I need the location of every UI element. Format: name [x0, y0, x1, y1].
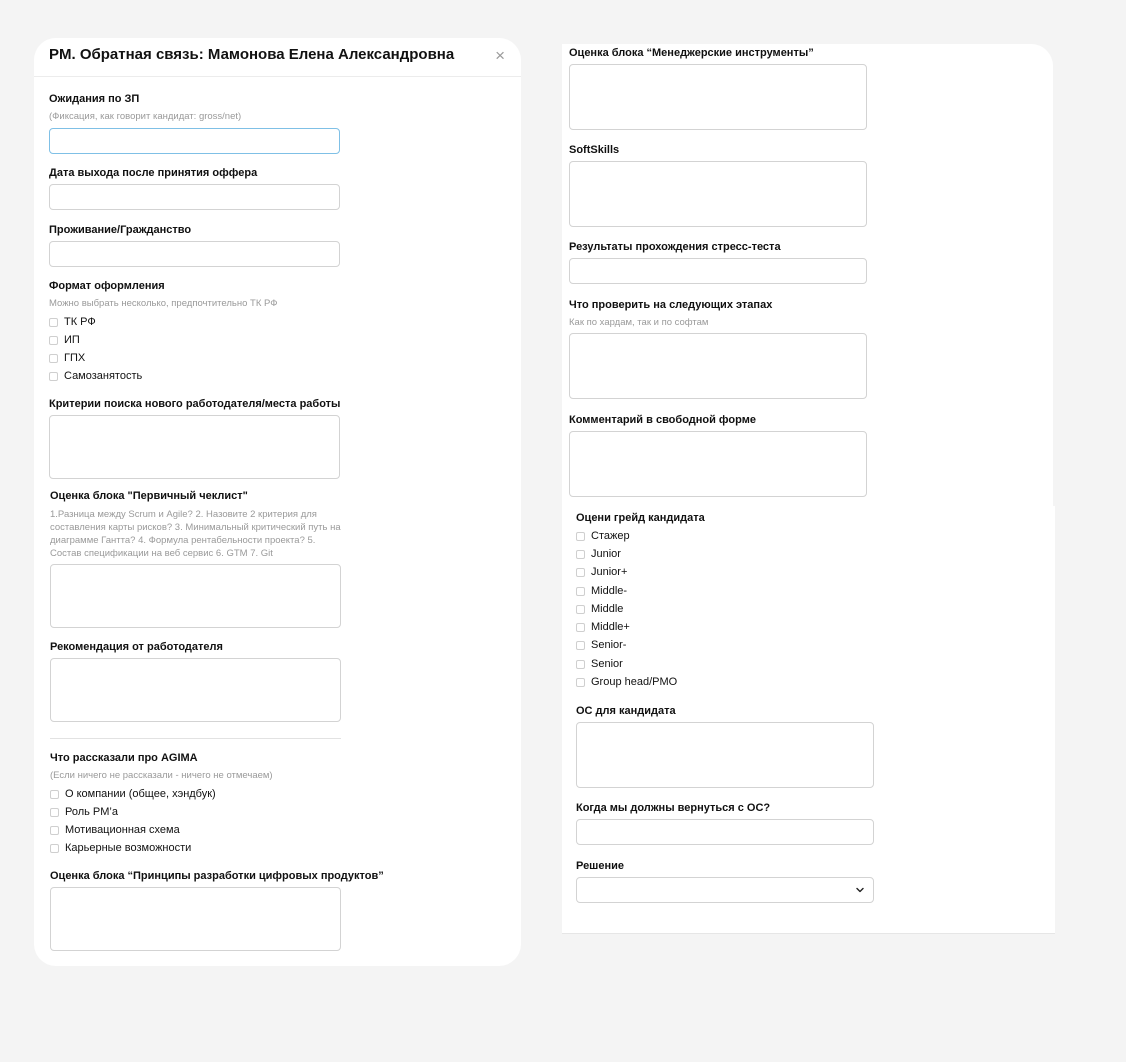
checkbox-label: Senior [591, 658, 623, 670]
close-icon[interactable]: × [495, 46, 505, 65]
primary-checklist-hint [50, 508, 350, 560]
checkbox-label: Junior [591, 548, 621, 560]
checkbox-option-middle-plus[interactable] [576, 621, 630, 633]
checkbox-option-gph[interactable] [49, 352, 85, 364]
checkbox-option-junior-plus[interactable] [576, 566, 627, 578]
free-comment-textarea[interactable] [569, 431, 867, 497]
employment-format-label: Формат оформления [49, 280, 165, 292]
checkbox-label: Senior- [591, 639, 627, 651]
checkbox-label: ТК РФ [64, 316, 96, 328]
checkbox-label: Карьерные возможности [65, 842, 192, 854]
checkbox-label: Junior+ [591, 566, 628, 578]
softskills-label: SoftSkills [569, 144, 620, 156]
checkbox-icon[interactable] [576, 532, 585, 541]
checkbox-icon[interactable] [576, 587, 585, 596]
next-steps-label: Что проверить на следующих этапах [569, 299, 773, 311]
checkbox-icon[interactable] [50, 826, 59, 835]
checkbox-icon[interactable] [50, 844, 59, 853]
section-divider [50, 738, 341, 739]
chevron-down-icon[interactable] [855, 885, 865, 895]
digital-principles-label: Оценка блока “Принципы разработки цифровых продуктов” [50, 870, 384, 882]
checkbox-option-career[interactable] [50, 842, 191, 854]
residence-label: Проживание/Гражданство [49, 224, 192, 236]
checkbox-icon[interactable] [576, 605, 585, 614]
primary-checklist-label: Оценка блока "Первичный чеклист" [50, 490, 248, 502]
checkbox-label: Стажер [591, 530, 630, 542]
checkbox-option-pm-role[interactable] [50, 806, 118, 818]
manager-tools-label: Оценка блока “Менеджерские инструменты” [569, 47, 814, 59]
return-date-input[interactable] [576, 819, 874, 845]
free-comment-label: Комментарий в свободной форме [569, 414, 756, 426]
checkbox-icon[interactable] [49, 318, 58, 327]
hint-line: составления карты рисков? 3. Минимальный критический путь на [50, 522, 341, 533]
start-date-label: Дата выхода после принятия оффера [49, 167, 258, 179]
digital-principles-textarea[interactable] [50, 887, 341, 951]
checkbox-option-junior[interactable] [576, 548, 621, 560]
hint-line: Состав спецификации на веб сервис 6. GTM 7. Git [50, 548, 273, 559]
salary-input[interactable] [49, 128, 340, 154]
checkbox-icon[interactable] [576, 550, 585, 559]
checkbox-icon[interactable] [50, 790, 59, 799]
hint-line: диаграмме Гантта? 4. Формула рентабельности проекта? 5. [50, 535, 316, 546]
checkbox-icon[interactable] [576, 660, 585, 669]
checkbox-icon[interactable] [576, 641, 585, 650]
checkbox-icon[interactable] [49, 372, 58, 381]
checkbox-option-about-company[interactable] [50, 788, 216, 800]
search-criteria-textarea[interactable] [49, 415, 340, 479]
checkbox-option-senior-minus[interactable] [576, 639, 626, 651]
employment-format-hint: Можно выбрать несколько, предпочтительно ТК РФ [49, 298, 278, 309]
next-steps-textarea[interactable] [569, 333, 867, 399]
residence-input[interactable] [49, 241, 340, 267]
form-title: PM. Обратная связь: Мамонова Елена Александровна [49, 46, 455, 63]
start-date-input[interactable] [49, 184, 340, 210]
salary-hint: (Фиксация, как говорит кандидат: gross/net) [49, 111, 242, 122]
checkbox-label: ИП [64, 334, 80, 346]
checkbox-icon[interactable] [576, 568, 585, 577]
primary-checklist-textarea[interactable] [50, 564, 341, 628]
candidate-feedback-label: ОС для кандидата [576, 705, 676, 717]
checkbox-label: Роль PM’а [65, 806, 118, 818]
about-agima-label: Что рассказали про AGIMA [50, 752, 198, 764]
checkbox-label: ГПХ [64, 352, 86, 364]
checkbox-icon[interactable] [576, 623, 585, 632]
about-agima-hint: (Если ничего не рассказали - ничего не отмечаем) [50, 770, 273, 781]
checkbox-icon[interactable] [576, 678, 585, 687]
next-steps-hint: Как по хардам, так и по софтам [569, 317, 709, 328]
hint-line: 1.Разница между Scrum и Agile? 2. Назовите 2 критерия для [50, 509, 317, 520]
checkbox-icon[interactable] [50, 808, 59, 817]
checkbox-icon[interactable] [49, 354, 58, 363]
feedback-form-right-bottom-panel [562, 506, 1055, 934]
feedback-form-right-top-panel [562, 44, 1053, 506]
employer-recommendation-textarea[interactable] [50, 658, 341, 722]
return-date-label: Когда мы должны вернуться с ОС? [576, 802, 771, 814]
grade-label: Оцени грейд кандидата [576, 512, 705, 524]
checkbox-option-motivation[interactable] [50, 824, 180, 836]
checkbox-option-intern[interactable] [576, 530, 630, 542]
decision-select[interactable] [576, 877, 874, 903]
checkbox-option-self-employed[interactable] [49, 370, 142, 382]
softskills-textarea[interactable] [569, 161, 867, 227]
checkbox-option-middle[interactable] [576, 603, 623, 615]
employer-recommendation-label: Рекомендация от работодателя [50, 641, 223, 653]
checkbox-option-group-head[interactable] [576, 676, 677, 688]
manager-tools-textarea[interactable] [569, 64, 867, 130]
stress-test-label: Результаты прохождения стресс-теста [569, 241, 781, 253]
header-divider [34, 76, 521, 77]
checkbox-label: Middle+ [591, 621, 630, 633]
checkbox-label: Middle [591, 603, 624, 615]
search-criteria-label: Критерии поиска нового работодателя/места работы [49, 398, 341, 410]
checkbox-option-middle-minus[interactable] [576, 585, 627, 597]
decision-label: Решение [576, 860, 624, 872]
stress-test-input[interactable] [569, 258, 867, 284]
checkbox-option-senior[interactable] [576, 658, 623, 670]
checkbox-icon[interactable] [49, 336, 58, 345]
feedback-form-left-panel [34, 38, 521, 966]
checkbox-label: Мотивационная схема [65, 824, 180, 836]
salary-label: Ожидания по ЗП [49, 93, 140, 105]
checkbox-option-tk-rf[interactable] [49, 316, 96, 328]
checkbox-label: Middle- [591, 585, 628, 597]
checkbox-label: О компании (общее, хэндбук) [65, 788, 216, 800]
checkbox-label: Самозанятость [64, 370, 143, 382]
candidate-feedback-textarea[interactable] [576, 722, 874, 788]
checkbox-option-ip[interactable] [49, 334, 80, 346]
checkbox-label: Group head/PMO [591, 676, 678, 688]
